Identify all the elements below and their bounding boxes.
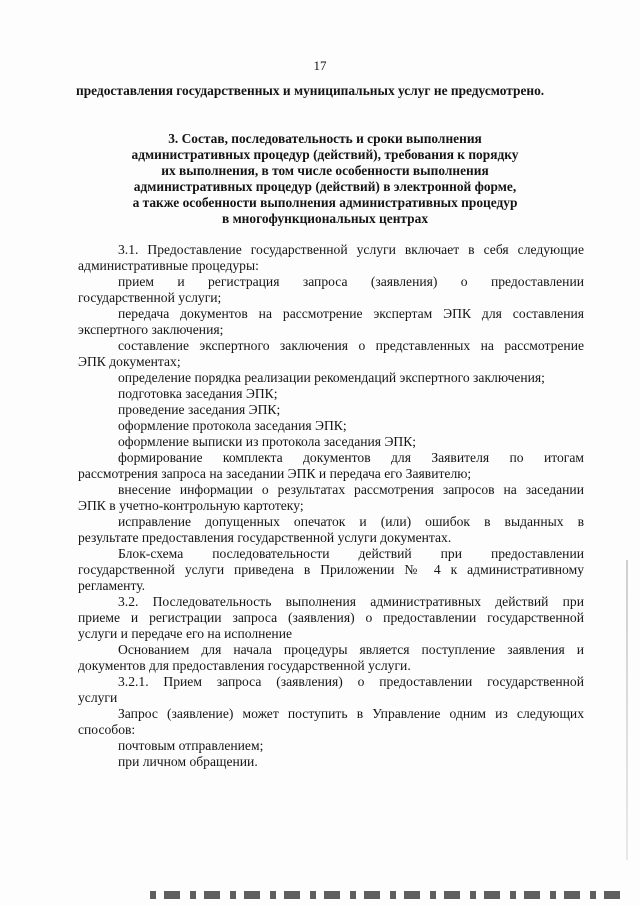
body-line: экспертного заключения; <box>78 322 224 337</box>
body-line: приеме и регистрации запроса (заявления) о предоставлении государственной <box>78 610 584 625</box>
scan-bottom-artifact <box>150 891 620 899</box>
body-line: почтовым отправлением; <box>118 738 264 753</box>
body-line: формирование комплекта документов для Заявителя по итогам <box>118 450 584 465</box>
body-line: передача документов на рассмотрение экспертам ЭПК для составления <box>118 306 584 321</box>
heading-line: административных процедур (действий), требования к порядку <box>131 147 519 162</box>
body-line: 3.2.1. Прием запроса (заявления) о предоставлении государственной <box>118 674 584 689</box>
body-line: государственной услуги; <box>78 290 222 305</box>
body-line: способов: <box>78 722 136 737</box>
heading-line: в многофункциональных центрах <box>221 211 429 226</box>
body-line: документов для предоставления государственной услуги. <box>78 658 411 673</box>
heading-line: а также особенности выполнения административных процедур <box>132 195 518 210</box>
body-line: 3.1. Предоставление государственной услуги включает в себя следующие <box>118 242 584 257</box>
body-line: ЭПК документах; <box>78 354 181 369</box>
body-line: 3.2. Последовательность выполнения административных действий при <box>118 594 584 609</box>
page-number: 17 <box>313 58 327 73</box>
body-line: административные процедуры: <box>78 258 259 273</box>
heading-line: 3. Состав, последовательность и сроки выполнения <box>168 131 482 146</box>
body-line: услуги и передаче его на исполнение <box>78 626 293 641</box>
body-line: ЭПК в учетно-контрольную картотеку; <box>78 498 304 513</box>
body-line: государственной услуги приведена в Приложении № 4 к административному <box>78 562 584 577</box>
body-line: результате предоставления государственной услуги документах. <box>78 530 452 545</box>
body-line: Основанием для начала процедуры является поступление заявления и <box>118 642 584 657</box>
body-line: рассмотрения запроса на заседании ЭПК и передача его Заявителю; <box>78 466 472 481</box>
body-line: при личном обращении. <box>118 754 258 769</box>
body-line: исправление допущенных опечаток и (или) ошибок в выданных в <box>118 514 584 529</box>
body-line: оформление протокола заседания ЭПК; <box>118 418 347 433</box>
body-line: определение порядка реализации рекомендаций экспертного заключения; <box>118 370 545 385</box>
body-line: услуги <box>78 690 118 705</box>
body-line: проведение заседания ЭПК; <box>118 402 281 417</box>
body-line: Блок-схема последовательности действий при предоставлении <box>118 546 584 561</box>
heading-line: административных процедур (действий) в электронной форме, <box>133 179 517 194</box>
body-line: Запрос (заявление) может поступить в Управление одним из следующих <box>118 706 584 721</box>
scan-edge-shadow <box>626 560 628 860</box>
body-line: прием и регистрация запроса (заявления) о предоставлении <box>118 274 584 289</box>
body-line: составление экспертного заключения о представленных на рассмотрение <box>118 338 584 353</box>
heading-line: их выполнения, в том числе особенности выполнения <box>161 163 489 178</box>
body-line: оформление выписки из протокола заседания ЭПК; <box>118 434 417 449</box>
intro-line: предоставления государственных и муниципальных услуг не предусмотрено. <box>76 83 545 98</box>
body-line: внесение информации о результатах рассмотрения запросов на заседании <box>118 482 584 497</box>
body-line: регламенту. <box>78 578 146 593</box>
body-line: подготовка заседания ЭПК; <box>118 386 278 401</box>
